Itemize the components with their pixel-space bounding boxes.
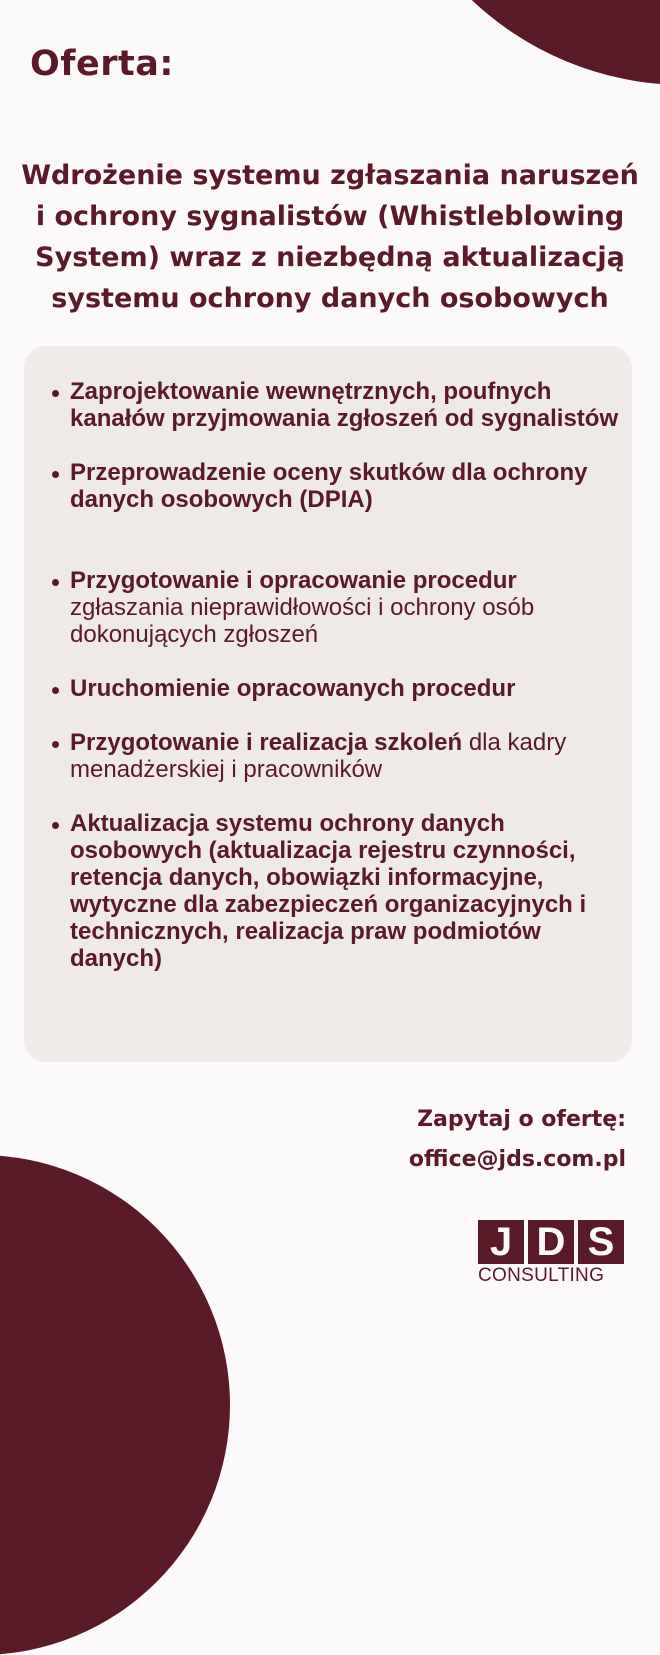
decorative-circle-top <box>375 0 660 85</box>
contact-email[interactable]: office@jds.com.pl <box>408 1147 626 1172</box>
service-item-title: Zaprojektowanie wewnętrznych, poufnych kanałów przyjmowania zgłoszeń od sygnalistów <box>70 378 619 432</box>
service-item-title: Przeprowadzenie oceny skutków dla ochrony danych osobowych (DPIA) <box>70 459 588 513</box>
company-logo <box>478 1220 626 1287</box>
service-item <box>48 810 620 972</box>
offer-title-line: Wdrożenie systemu zgłaszania naruszeń <box>21 160 639 191</box>
contact-block <box>409 1100 626 1180</box>
offer-heading: Oferta: <box>30 44 174 84</box>
service-item-title: Przygotowanie i opracowanie procedur <box>70 567 517 594</box>
service-item <box>48 378 620 432</box>
service-item <box>48 567 620 648</box>
service-item-description: dla kadry menadżerskiej i pracowników <box>70 729 567 783</box>
service-item <box>48 459 620 513</box>
service-item-title: Aktualizacja systemu ochrony danych osobowych (aktualizacja rejestru czynności, retencja danych, obowiązki informacyjne, wytyczne dla zabezpieczeń organizacyjnych i technicznych, realizacja praw podmiotów danych) <box>70 810 587 972</box>
service-item-description: zgłaszania nieprawidłowości i ochrony osób dokonujących zgłoszeń <box>70 594 535 648</box>
service-item <box>48 729 620 783</box>
service-item <box>48 675 620 702</box>
services-list <box>48 378 620 972</box>
logo-letters <box>478 1220 626 1264</box>
decorative-circle-bottom <box>0 1155 230 1655</box>
service-item-title: Przygotowanie i realizacja szkoleń <box>70 729 463 756</box>
logo-letter: D <box>528 1220 574 1264</box>
logo-letter: S <box>578 1220 624 1264</box>
offer-title-line: i ochrony sygnalistów (Whistleblowing <box>35 201 625 232</box>
offer-title <box>10 155 650 319</box>
offer-title-line: System) wraz z niezbędną aktualizacją <box>35 242 625 273</box>
service-item-title: Uruchomienie opracowanych procedur <box>70 675 516 702</box>
contact-prompt: Zapytaj o ofertę: <box>417 1107 626 1132</box>
logo-letter: J <box>478 1220 524 1264</box>
logo-word: CONSULTING <box>478 1265 605 1286</box>
offer-title-line: systemu ochrony danych osobowych <box>51 283 609 314</box>
